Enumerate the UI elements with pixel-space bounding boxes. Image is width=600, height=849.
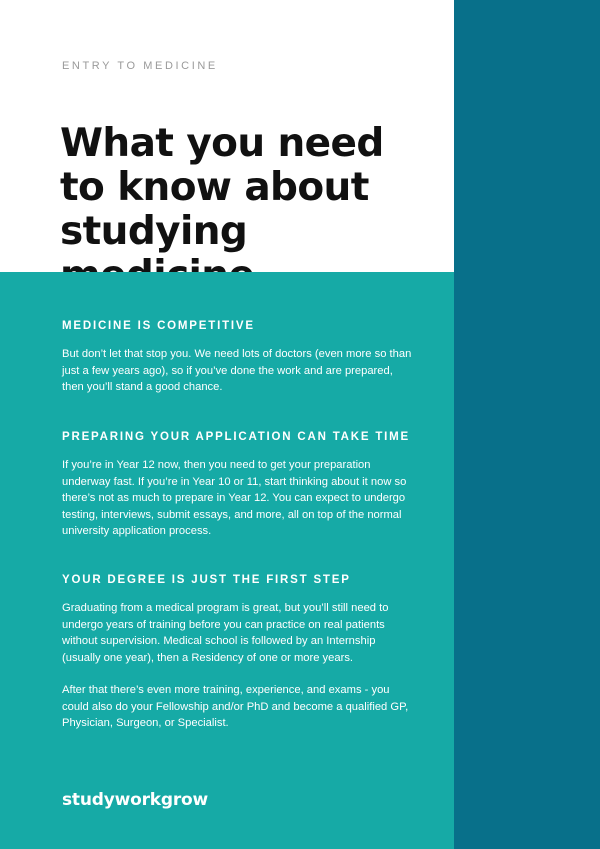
section-heading: YOUR DEGREE IS JUST THE FIRST STEP (62, 574, 351, 586)
side-accent-strip (454, 0, 600, 849)
section-paragraph: Graduating from a medical program is great, but you’ll still need to undergo years of training before you can practice on real patients without supervision. Medical school is followed by an Internship (usually one year), then a Residency of one or more years. (62, 602, 389, 664)
page-title: What you need to know about studying (60, 121, 384, 254)
section-degree (62, 574, 412, 748)
section-heading: MEDICINE IS COMPETITIVE (62, 320, 255, 332)
content-panel (0, 272, 454, 849)
section-application (62, 431, 412, 556)
section-paragraph: But don’t let that stop you. We need lots of doctors (even more so than just a few years ago), so if you’ve done the work and are prepared, then you’ll stand a good chance. (62, 348, 412, 393)
section-paragraph: If you’re in Year 12 now, then you need to get your preparation underway fast. If you’re in Year 10 or 11, start thinking about it now so there’s not as much to prepare in Year 12. You can expect to undergo testing, interviews, submit essays, and more, all on top of the normal university application process. (62, 459, 407, 537)
brand-logo: studyworkgrow (62, 790, 209, 810)
section-heading: PREPARING YOUR APPLICATION CAN TAKE TIME (62, 431, 411, 443)
section-competitive (62, 320, 412, 412)
header-panel (0, 0, 454, 272)
section-paragraph: After that there’s even more training, experience, and exams - you could also do your Fellowship and/or PhD and become a qualified GP, Physician, Surgeon, or Specialist. (62, 684, 409, 729)
category-label: ENTRY TO MEDICINE (62, 60, 218, 72)
